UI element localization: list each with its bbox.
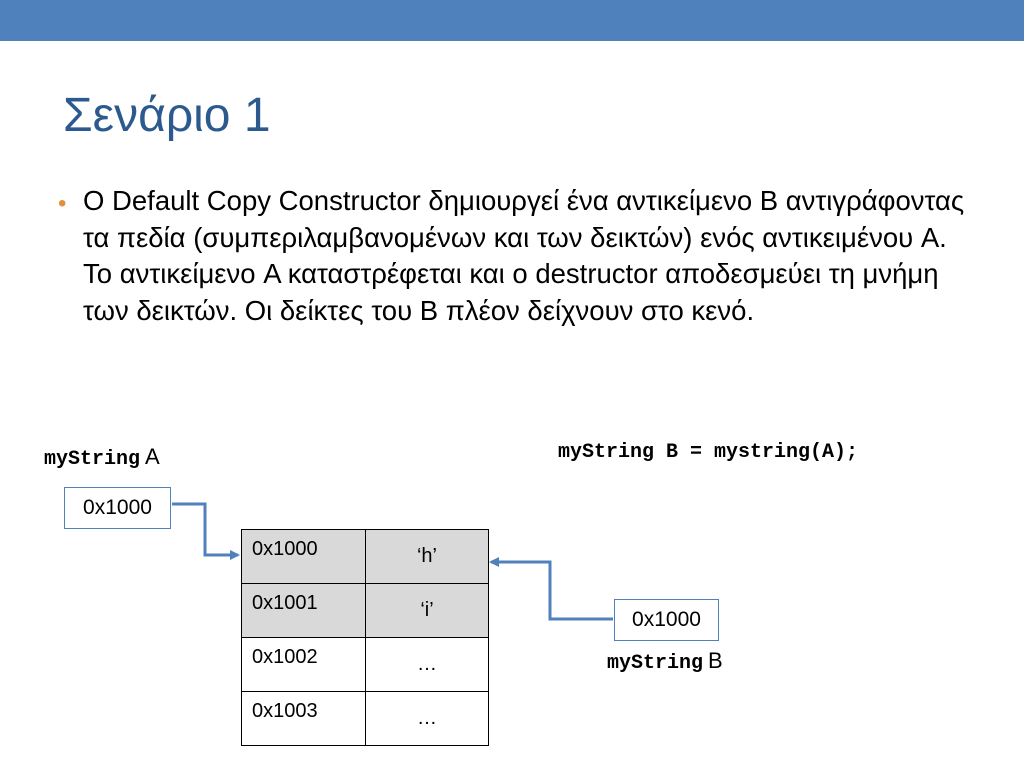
arrow-b-to-memory [491, 562, 613, 619]
bullet-marker-icon: • [58, 190, 67, 217]
arrow-a-to-memory [172, 504, 238, 555]
object-a-name: A [145, 444, 160, 469]
memory-address: 0x1002 [242, 638, 366, 692]
object-b-name: B [708, 648, 723, 673]
memory-value: ‘h’ [366, 530, 489, 584]
memory-address: 0x1003 [242, 692, 366, 746]
memory-address: 0x1001 [242, 584, 366, 638]
memory-value: ‘i’ [366, 584, 489, 638]
bullet-text: Ο Default Copy Constructor δημιουργεί ένα αντικείμενο B αντιγράφοντας τα πεδία (συμπεριλαμβανομένων και των δεικτών) ενός αντικειμένου A. Το αντικείμενο A καταστρέφεται και ο destructor αποδεσμεύει τη μνήμη των δεικτών. Οι δείκτες του B πλέον δείχνουν στο κενό. [83, 185, 965, 326]
object-b-type: myString [607, 652, 704, 675]
code-statement: myString B = mystring(A); [558, 441, 859, 464]
memory-value: … [366, 638, 489, 692]
memory-address: 0x1000 [242, 530, 366, 584]
memory-value: … [366, 692, 489, 746]
slide-title: Σενάριο 1 [63, 89, 271, 142]
object-b-pointer-box: 0x1000 [614, 599, 719, 641]
object-a-type: myString [44, 448, 141, 471]
object-a-pointer-box: 0x1000 [64, 487, 171, 529]
